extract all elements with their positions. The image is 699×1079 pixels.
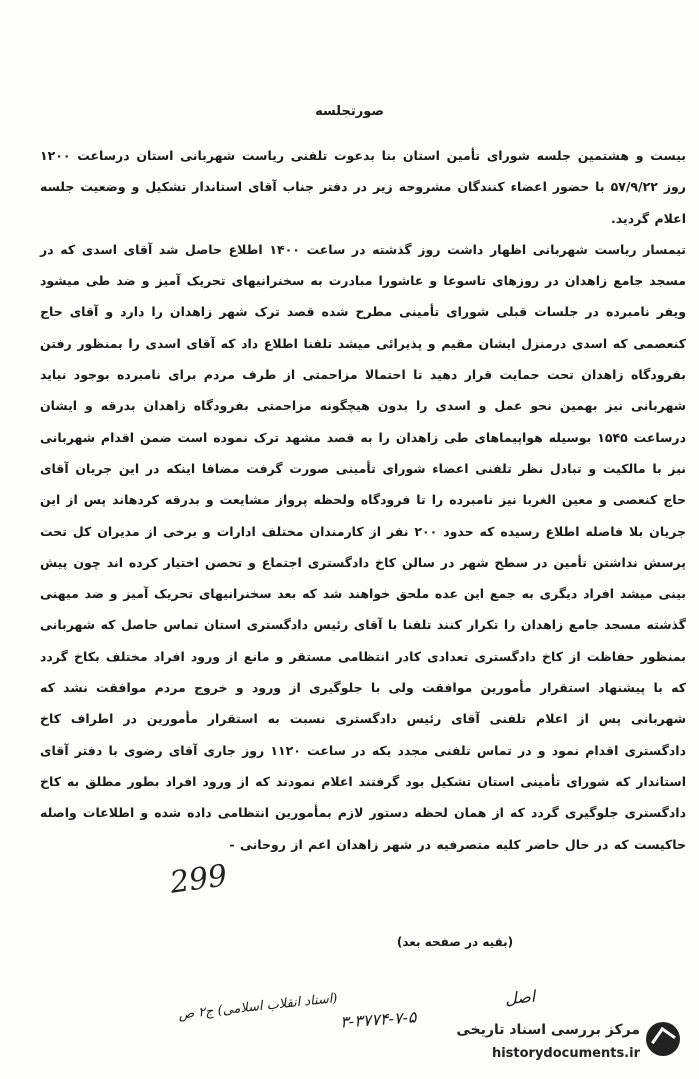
archive-logo-icon	[646, 1022, 680, 1056]
handwritten-page-number: 299	[167, 858, 230, 901]
paragraph-intro: بیست و هشتمین جلسه شورای تأمین استان بنا بدعوت تلفنی ریاست شهربانی استان درساعت ۱۲۰۰ روز ۵۷/۹/۲۲ با حضور اعضاء کنندگان مشروحه زیر در دفتر جناب آقای استاندار تشکیل و وضعیت جلسه اعلام گردید.	[40, 148, 686, 226]
handwritten-original-note: اصل	[504, 986, 536, 1009]
handwritten-document-code: ۳-۳۷۷۴-۷-۵	[339, 1007, 417, 1032]
continued-note: (بقیه در صفحه بعد)	[396, 935, 514, 949]
document-heading: صورتجلسه	[315, 104, 384, 119]
handwritten-source-note: (اسناد انقلاب اسلامی) ج۲ ص	[177, 991, 339, 1023]
watermark-title: مرکز بررسی اسناد تاریخی	[456, 1022, 640, 1038]
paragraph-report: تیمسار ریاست شهربانی اظهار داشت روز گذشته در ساعت ۱۴۰۰ اطلاع حاصل شد آقای اسدی که در مسجد جامع زاهدان در روزهای تاسوعا و عاشورا مبادرت به سخنرانیهای تحریک آمیز و ضد طی میشود ویفر نامبرده در جلسات قبلی شورای تأمینی مطرح شده قصد ترک شهر زاهدان را دارد و آقای حاج کنعصمی که اسدی درمنزل ایشان مقیم و پذیرائی میشد تلفنا اطلاع داد که آقای اسدی را بمنظور رفتن بفرودگاه زاهدان تحت حمایت قرار دهید تا احتمالا مزاحمتی از طرف مردم برای نامبرده بوجود نیاید شهربانی نیز بهمین نحو عمل و اسدی را بدون هیچگونه مزاحمتی بفرودگاه زاهدان بدرقه و ایشان درساعت ۱۵۴۵ بوسیله هواپیماهای طی زاهدان را به قصد مشهد ترک نموده است ضمن اقدام شهربانی نیز با مالکیت و تبادل نظر تلفنی اعضاء شورای تأمینی صورت گرفت مضافا اینکه در این جریان آقای حاج کنعصی و معین الغربا نیز نامبرده را تا فرودگاه ولحظه پرواز مشایعت و بدرقه کردهاند پس از این جریان بلا فاصله اطلاع رسیده که حدود ۲۰۰ نفر از کارمندان مختلف ادارات و برخی از مدیران کل تحت پرسش نداشتن تأمین در سطح شهر در سالن کاخ دادگستری اجتماع و تحصن اختیار کرده اند چون پیش بینی میشد افراد دیگری به جمع این عده ملحق خواهند شد که بعد سخنرانیهای تحریک آمیز و ضد میهنی گذشته مسجد جامع زاهدان را تکرار کنند تلفنا با آقای رئیس دادگستری استان تماس حاصل که شهربانی بمنظور حفاظت از کاخ دادگستری تعدادی کادر انتظامی مستقر و مانع از ورود افراد مختلف بکاخ گردد که با پیشنهاد استقرار مأمورین موافقت ولی با جلوگیری از ورود و خروج مردم موافقت نشد که شهربانی پس از اعلام تلفنی آقای رئیس دادگستری نسبت به استقرار مأمورین در اطراف کاخ دادگستری اقدام نمود و در تماس تلفنی مجدد یکه در ساعت ۱۱۲۰ روز جاری آقای رضوی با دفتر آقای استاندار که شورای تأمینی استان تشکیل بود گرفتند اعلام نمودند که از ورود افراد بطور مطلق به کاخ دادگستری جلوگیری گردد که از همان لحظه دستور لازم بمأمورین انتظامی داده شده و اطلاعات واصله حاکیست که در حال حاضر کلیه متصرفیه در شهر زاهدان اعم از روحانی -	[40, 241, 687, 852]
archive-watermark	[430, 1020, 690, 1075]
document-body	[40, 140, 686, 860]
watermark-url: historydocuments.ir	[491, 1046, 640, 1061]
